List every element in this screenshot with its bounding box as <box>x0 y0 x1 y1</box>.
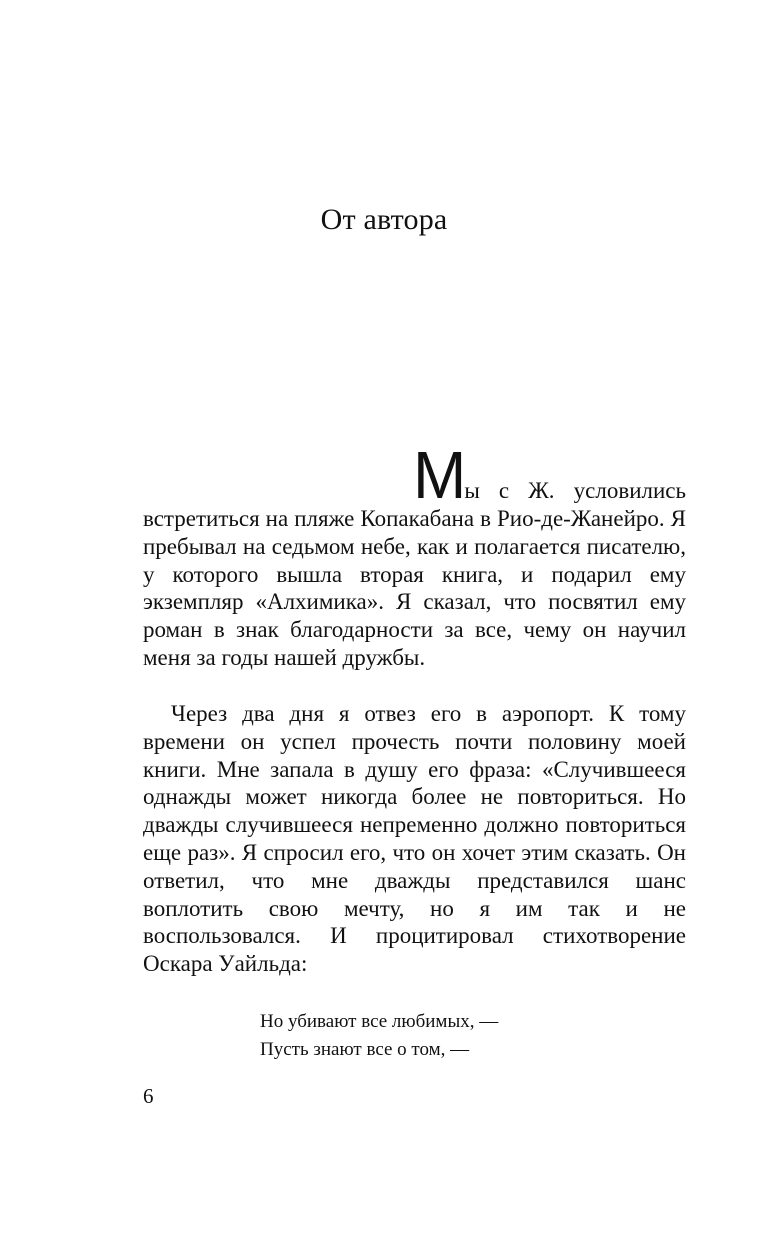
dropcap-letter: М <box>413 436 465 513</box>
paragraph-2: Через два дня я отвез его в аэропорт. К тому времени он успел прочесть почти половину моей книги. Мне запала в душу его фраза: «Случившееся однажды может никогда более не повториться. Но дважды случившееся непременно должно повториться еще раз». Я спросил его, что он хочет этим сказать. Он ответил, что мне дважды представился шанс воплотить свою мечту, но я им так и не воспользовался. И процитировал стихотворение Оскара Уайльда: <box>143 701 686 977</box>
paragraph-1 <box>143 436 686 672</box>
verse-line-2: Пусть знают все о том, — <box>260 1039 470 1060</box>
verse-line-1: Но убивают все любимых, — <box>260 1011 499 1032</box>
page-number: 6 <box>143 1084 154 1108</box>
chapter-title: От автора <box>320 203 448 236</box>
first-line-text: ы с Ж. условились <box>464 478 686 503</box>
verse-quote <box>260 1008 498 1064</box>
paragraph-1-body: встретиться на пляже Копакабана в Рио-де-Жанейро. Я пребывал на седьмом небе, как и полагается писателю, у которого вышла вторая книга, и подарил ему экземпляр «Алхимика». Я сказал, что посвятил ему роман в знак благодарности за все, чему он научил меня за годы нашей дружбы. <box>143 506 686 670</box>
dropcap-line <box>143 436 686 513</box>
